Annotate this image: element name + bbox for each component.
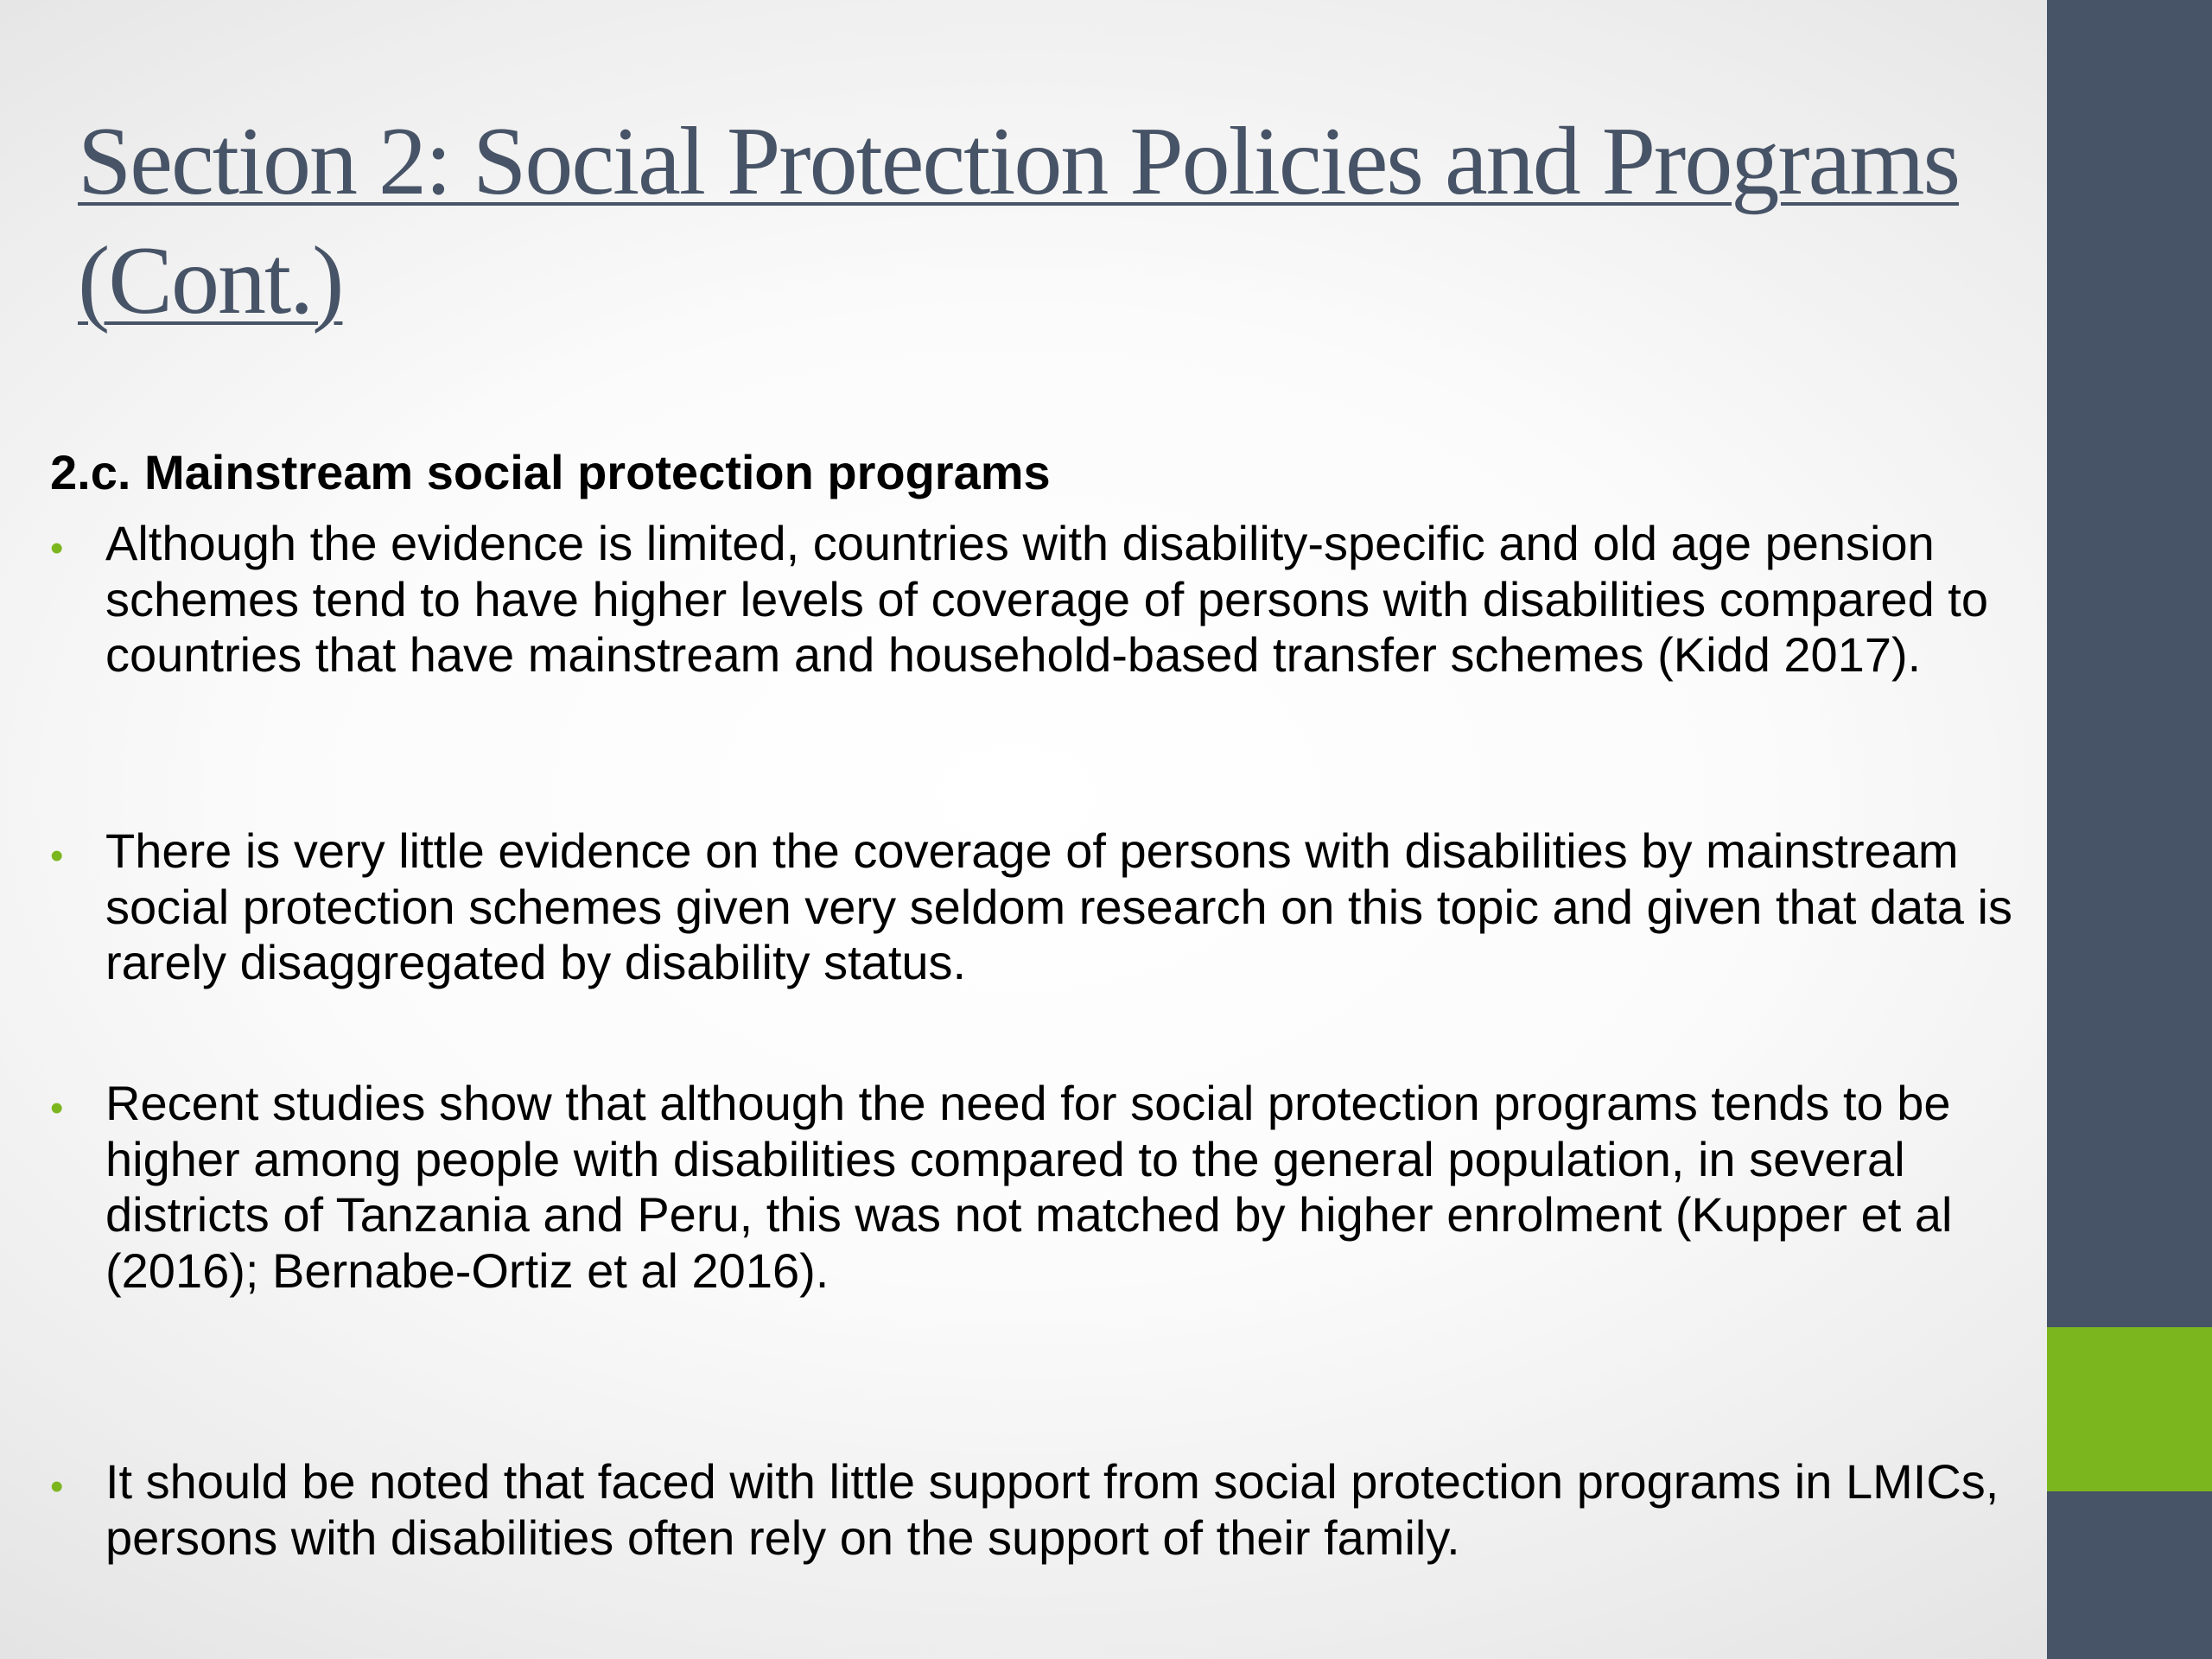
- bullet-dot-icon: •: [50, 527, 64, 569]
- side-accent-block: [2047, 1327, 2212, 1491]
- bullet-text: Although the evidence is limited, countries with disability-specific and old age pension schemes tend to have higher levels of coverage of persons with disabilities compared to countries that have mainstream and household-based transfer schemes (Kidd 2017).: [105, 516, 1988, 682]
- bullet-item: [50, 823, 2029, 991]
- section-heading: 2.c. Mainstream social protection programs: [50, 445, 1051, 499]
- bullet-text: Recent studies show that although the need for social protection programs tends to be higher among people with disabilities compared to the general population, in several districts of Tanzania and Peru, this was not matched by higher enrolment (Kupper et al (2016); Bernabe-Ortiz et al 2016).: [105, 1076, 1953, 1298]
- bullet-text: It should be noted that faced with little support from social protection programs in LMICs, persons with disabilities often rely on the support of their family.: [105, 1454, 1999, 1565]
- bullet-text: There is very little evidence on the coverage of persons with disabilities by mainstream social protection schemes given very seldom research on this topic and given that data is rarely disaggregated by disability status.: [105, 823, 2012, 989]
- slide-title: Section 2: Social Protection Policies and Programs (Cont.): [78, 108, 1960, 334]
- bullet-dot-icon: •: [50, 1465, 64, 1508]
- bullet-item: [50, 1454, 2029, 1566]
- bullet-dot-icon: •: [50, 1087, 64, 1129]
- bullet-item: [50, 516, 2029, 683]
- bullet-item: [50, 1076, 2029, 1299]
- bullet-dot-icon: •: [50, 835, 64, 877]
